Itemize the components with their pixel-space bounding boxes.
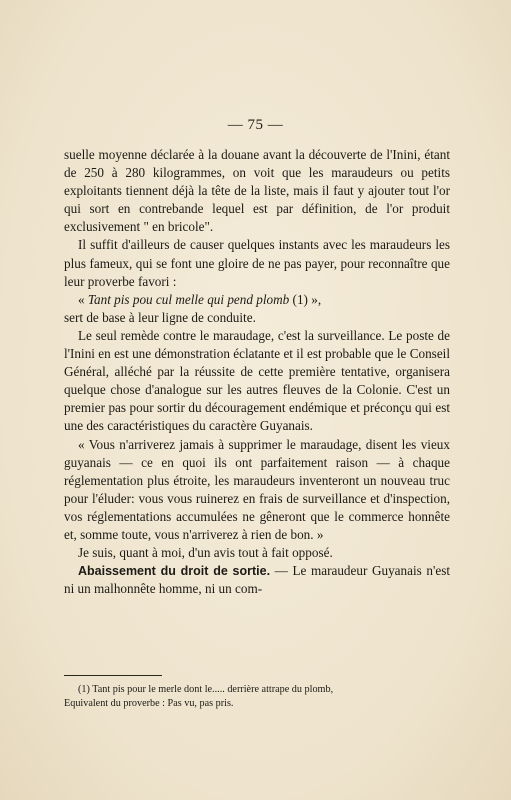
proverb-quote (64, 291, 450, 309)
proverb-italic: Tant pis pou cul melle qui pend plomb (87, 291, 290, 307)
paragraph-7 (64, 562, 450, 598)
paragraph-5: « Vous n'arriverez jamais à supprimer le maraudage, disent les vieux guyanais — ce en quoi ils ont parfaitement raison — à chaque réglementation plus étroite, les maraudeurs inventeront un nouveau truc pour l'éluder: vous vous ruinerez en frais de surveillance et d'inspection, vos réglementations accumulées ne gêneront que le commerce honnête et, somme toute, vous n'arriverez à rien de bon. » (64, 436, 450, 542)
page-number: — 75 — (227, 117, 284, 133)
body-text (64, 146, 450, 598)
section-heading: Abaissement du droit de sortie. (78, 564, 271, 579)
paragraph-2: Il suffit d'ailleurs de causer quelques instants avec les maraudeurs les plus fameux, qui se font une gloire de ne pas payer, pour reconnaître que leur proverbe favori : (64, 237, 450, 289)
paragraph-7-text: — Le maraudeur Guyanais n'est ni un malhonnête homme, ni un com- (64, 563, 451, 597)
paragraph-6: Je suis, quant à moi, d'un avis tout à fait opposé. (78, 545, 333, 561)
paragraph-4: Le seul remède contre le maraudage, c'est la surveillance. Le poste de l'Inini en est une démonstration éclatante et il est probable que le Conseil Général, alléché par la réussite de cette première tentative, organisera quelque chose d'analogue sur les autres fleuves de la Colonie. C'est un premier pas pour sortir du découragement endémique et préconçu qui est une des caractéristiques du caractère Guyanais. (64, 327, 450, 434)
quote-open: « (78, 291, 88, 307)
proverb-continuation: sert de base à leur ligne de conduite. (64, 309, 256, 325)
footnote-line-2: Equivalent du proverbe : Pas vu, pas pris. (64, 697, 234, 709)
footnote-divider (64, 675, 162, 676)
paragraph-1: suelle moyenne déclarée à la douane avant la découverte de l'Inini, étant de 250 à 280 kilogrammes, on voit que les maraudeurs ou petits exploitants tiennent déjà la tête de la liste, mais il faut y ajouter tout l'or qui sort en contrebande lequel est par définition, de l'or produit exclusivement " en bricole". (64, 147, 450, 235)
footnote-line-1: (1) Tant pis pour le merle dont le..... derrière attrape du plomb, (78, 684, 334, 695)
proverb-rest: (1) », (289, 291, 322, 307)
footnote (64, 683, 454, 710)
